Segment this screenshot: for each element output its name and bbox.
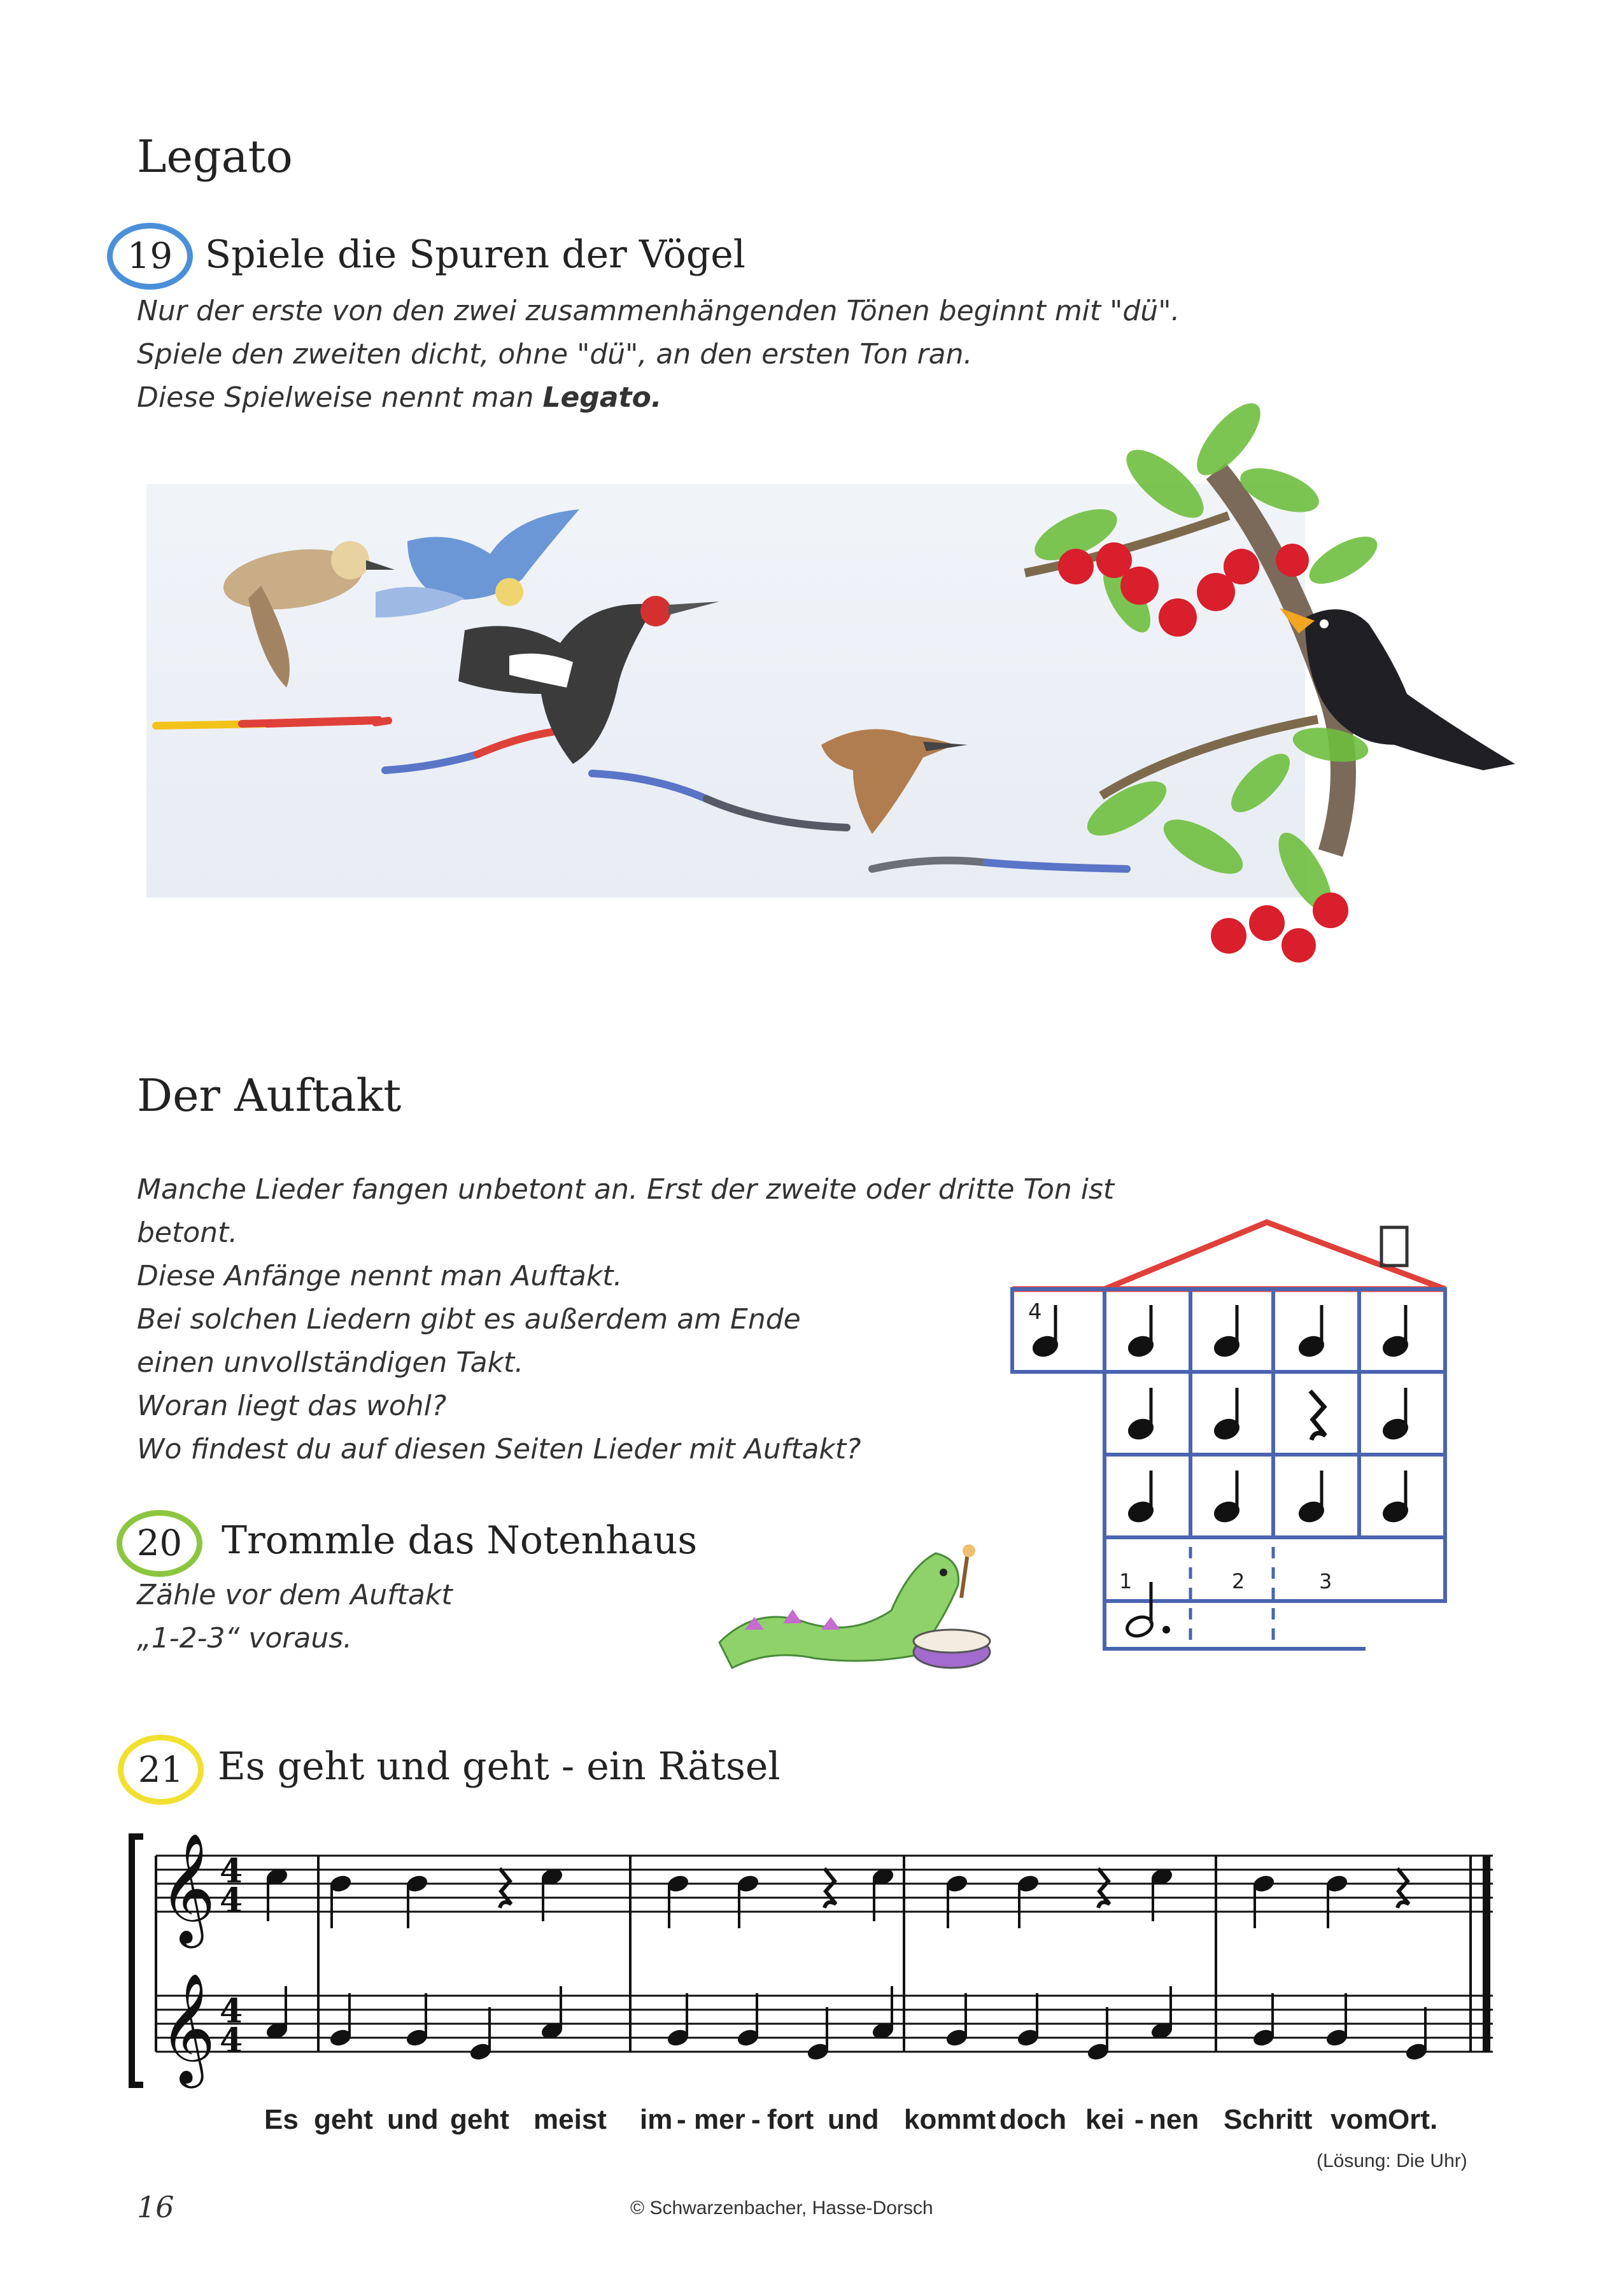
bird-tracks-illustration [134, 388, 1547, 980]
lyric-hyphen: - [1134, 2104, 1144, 2135]
exercise-21-number: 21 [118, 1735, 204, 1805]
lyric-syllable: nen [1149, 2104, 1199, 2135]
count-label-3: 3 [1319, 1569, 1332, 1593]
time-signature-bottom: 4 [220, 2021, 243, 2060]
house-time-signature: 4 [1028, 1299, 1042, 1325]
lyric-syllable: Ort. [1388, 2104, 1438, 2135]
lyric-syllable: doch [999, 2104, 1067, 2135]
exercise-20-title: Trommle das Notenhaus [222, 1518, 698, 1563]
dragon-drummer-icon [707, 1528, 1006, 1693]
lyric-syllable: fort [767, 2104, 814, 2135]
lyric-syllable: geht [314, 2104, 373, 2135]
quarter-rest [500, 1868, 511, 1908]
count-label-1: 1 [1119, 1569, 1133, 1593]
lyric-syllable: vom [1331, 2104, 1388, 2135]
time-signature-top: 4 [220, 1992, 243, 2031]
quarter-rest [1397, 1868, 1409, 1908]
lyric-syllable: im [640, 2104, 673, 2135]
lyric-syllable: mer [694, 2104, 745, 2135]
instruction-line: Nur der erste von den zwei zusammenhängenden Tönen beginnt mit "dü". [137, 295, 1180, 327]
lyric-hyphen: - [677, 2104, 686, 2135]
notenhaus-diagram [1006, 1210, 1477, 1693]
treble-clef-icon: 𝄞 [159, 1973, 216, 2084]
lyric-syllable: und [387, 2104, 439, 2135]
lyric-hyphen: - [751, 2104, 761, 2135]
page-number: 16 [137, 2190, 174, 2224]
text-line: Diese Anfänge nennt man Auftakt. [137, 1260, 623, 1292]
legato-term: Legato. [542, 381, 662, 414]
exercise-20-number: 20 [117, 1510, 202, 1577]
quarter-rest [1098, 1868, 1110, 1908]
lyric-syllable: geht [450, 2104, 509, 2135]
heading-legato: Legato [137, 131, 293, 183]
text-line: Woran liegt das wohl? [137, 1390, 447, 1422]
instruction-line: Spiele den zweiten dicht, ohne "dü", an den ersten Ton ran. [137, 338, 973, 370]
lyric-syllable: kommt [904, 2104, 996, 2135]
heading-auftakt: Der Auftakt [137, 1069, 402, 1122]
exercise-21-title: Es geht und geht - ein Rätsel [218, 1744, 780, 1789]
exercise-20-instructions [137, 1574, 710, 1660]
instruction-text: Diese Spielweise nennt man [137, 381, 543, 414]
sheet-music [124, 1811, 1506, 2104]
text-line: Wo findest du auf diesen Seiten Lieder mit Auftakt? [137, 1433, 861, 1465]
lyric-syllable: und [828, 2104, 879, 2135]
treble-clef-icon: 𝄞 [159, 1833, 216, 1944]
lyric-syllable: meist [533, 2104, 607, 2135]
riddle-solution: (Lösung: Die Uhr) [1317, 2150, 1467, 2171]
copyright: © Schwarzenbacher, Hasse-Dorsch [630, 2198, 933, 2219]
lyric-syllable: kei [1085, 2104, 1125, 2135]
lyric-syllable: Es [264, 2104, 299, 2135]
exercise-19-title: Spiele die Spuren der Vögel [205, 232, 745, 277]
time-signature-bottom: 4 [220, 1881, 243, 1920]
quarter-rest [824, 1868, 836, 1908]
time-signature-top: 4 [220, 1852, 243, 1891]
count-label-2: 2 [1232, 1569, 1245, 1593]
text-line: einen unvollständigen Takt. [137, 1346, 524, 1379]
exercise-19-number: 19 [107, 223, 193, 290]
instruction-line: Zähle vor dem Auftakt [137, 1579, 453, 1611]
text-line: Bei solchen Liedern gibt es außerdem am Ende [137, 1303, 801, 1336]
lyric-syllable: Schritt [1224, 2104, 1313, 2135]
instruction-line: „1-2-3“ voraus. [137, 1622, 353, 1655]
text-line: Manche Lieder fangen unbetont an. Erst der zweite oder dritte Ton ist betont. [137, 1173, 1115, 1249]
